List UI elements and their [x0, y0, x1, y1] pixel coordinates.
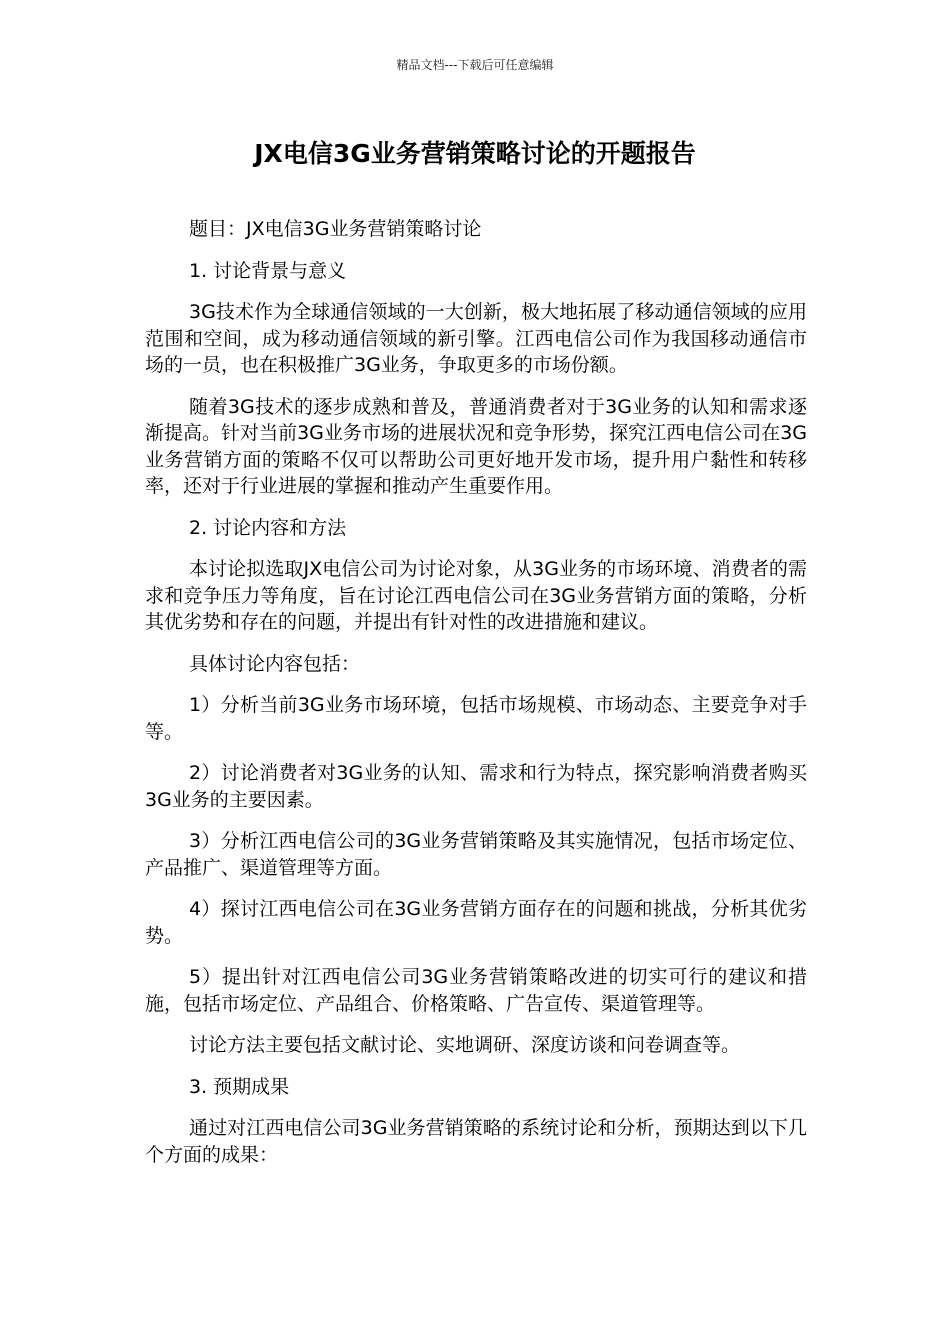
paragraph: 讨论方法主要包括文献讨论、实地调研、深度访谈和问卷调查等。: [189, 1034, 741, 1056]
list-item: 5）提出针对江西电信公司3G业务营销策略改进的切实可行的建议和措施，包括市场定位、产品组合、价格策略、广告宣传、渠道管理等。: [145, 966, 807, 1015]
page-header-text: 精品文档---下载后可任意编辑: [396, 58, 554, 72]
section-heading-background: 1. 讨论背景与意义: [189, 259, 347, 282]
paragraph: 随着3G技术的逐步成熟和普及，普通消费者对于3G业务的认知和需求逐渐提高。针对当前3G业务市场的进展状况和竞争形势，探究江西电信公司在3G业务营销方面的策略不仅可以帮助公司更好地开发市场，提升用户黏性和转移率，还对于行业进展的掌握和推动产生重要作用。: [145, 395, 807, 497]
document-body: [145, 216, 807, 1183]
list-item: 3）分析江西电信公司的3G业务营销策略及其实施情况，包括市场定位、产品推广、渠道管理等方面。: [145, 830, 807, 879]
paragraph: 具体讨论内容包括：: [189, 652, 361, 675]
paragraph-topic: 题目：JX电信3G业务营销策略讨论: [189, 218, 482, 240]
list-item: 2）讨论消费者对3G业务的认知、需求和行为特点，探究影响消费者购买3G业务的主要因素。: [145, 762, 807, 811]
section-heading-expected-results: 3. 预期成果: [189, 1075, 290, 1098]
list-item: 1）分析当前3G业务市场环境，包括市场规模、市场动态、主要竞争对手等。: [145, 694, 807, 743]
paragraph: 3G技术作为全球通信领域的一大创新，极大地拓展了移动通信领域的应用范围和空间，成为移动通信领域的新引擎。江西电信公司作为我国移动通信市场的一员，也在积极推广3G业务，争取更多的市场份额。: [145, 301, 807, 376]
paragraph: 通过对江西电信公司3G业务营销策略的系统讨论和分析，预期达到以下几个方面的成果：: [145, 1117, 807, 1166]
paragraph: 本讨论拟选取JX电信公司为讨论对象，从3G业务的市场环境、消费者的需求和竞争压力等角度，旨在讨论江西电信公司在3G业务营销方面的策略，分析其优劣势和存在的问题，并提出有针对性的改进措施和建议。: [145, 558, 807, 633]
section-heading-content-methods: 2. 讨论内容和方法: [189, 516, 347, 539]
list-item: 4）探讨江西电信公司在3G业务营销方面存在的问题和挑战，分析其优劣势。: [145, 898, 807, 947]
document-title: JX电信3G业务营销策略讨论的开题报告: [254, 139, 696, 168]
